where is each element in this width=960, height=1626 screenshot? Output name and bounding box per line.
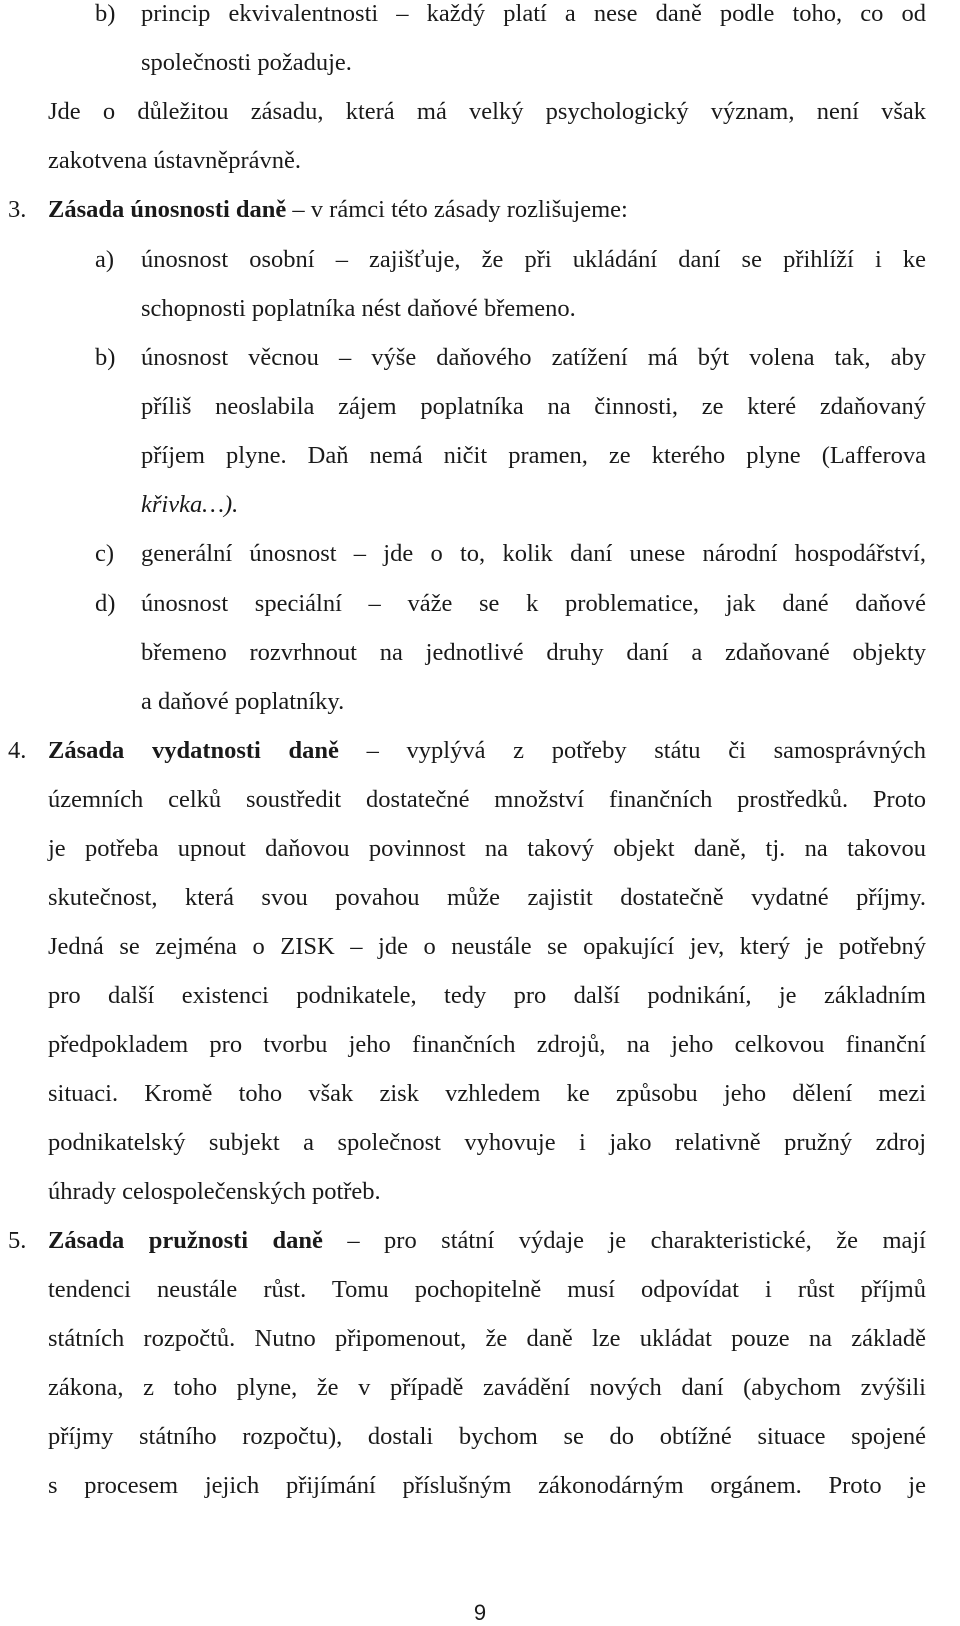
text-line: je potřeba upnout daňovou povinnost na takový objekt daně, tj. na takovou [48,835,926,862]
list-number: 5. [8,1227,27,1254]
list-marker: c) [95,540,115,567]
text-line: zákona, z toho plyne, že v případě zavádění nových daní (abychom zvýšili [48,1374,926,1401]
text-line: generální únosnost – jde o to, kolik daní unese národní hospodářství, [141,540,926,567]
text-line: s procesem jejich přijímání příslušným zákonodárným orgánem. Proto je [48,1472,926,1499]
section-heading: Zásada pružnosti daně [48,1227,323,1254]
text-line: příjem plyne. Daň nemá ničit pramen, ze kterého plyne (Lafferova [141,442,926,469]
text-line [141,493,238,518]
text-line: Jedná se zejména o ZISK – jde o neustále se opakující jev, který je potřebný [48,933,926,960]
text-line: únosnost osobní – zajišťuje, že při ukládání daní se přihlíží i ke [141,246,926,273]
list-number: 3. [8,196,27,223]
list-marker: a) [95,246,115,273]
section-heading-line [48,198,628,223]
text-line: únosnost věcnou – výše daňového zatížení má být volena tak, aby [141,344,926,371]
text-line: územních celků soustředit dostatečné množství finančních prostředků. Proto [48,786,926,813]
section-heading: Zásada únosnosti daně [48,196,287,223]
text-line: a daňové poplatníky. [141,688,345,715]
text-line: schopnosti poplatníka nést daňové břemeno. [141,295,576,322]
text-line: situaci. Kromě toho však zisk vzhledem ke způsobu jeho dělení mezi [48,1080,926,1107]
text-line: zakotvena ústavněprávně. [48,147,302,174]
italic-text: křivka…). [141,491,239,518]
list-marker: d) [95,590,116,617]
text-line: úhrady celospolečenských potřeb. [48,1178,381,1205]
list-marker: b) [95,0,116,27]
text-line: Jde o důležitou zásadu, která má velký psychologický význam, není však [48,98,926,125]
text-line: společnosti požaduje. [141,49,352,76]
section-heading-line [48,1229,926,1254]
text-line: – v rámci této zásady rozlišujeme: [292,196,628,223]
section-heading-line [48,739,926,764]
text-line: – pro státní výdaje je charakteristické, že mají [347,1227,926,1254]
text-line: příliš neoslabila zájem poplatníka na činnosti, ze které zdaňovaný [141,393,926,420]
text-line: podnikatelský subjekt a společnost vyhovuje i jako relativně pružný zdroj [48,1129,926,1156]
list-marker: b) [95,344,116,371]
page-number: 9 [473,1600,487,1625]
section-heading: Zásada vydatnosti daně [48,737,339,764]
text-line: – vyplývá z potřeby státu či samosprávných [366,737,926,764]
text-line: státních rozpočtů. Nutno připomenout, že daně lze ukládat pouze na základě [48,1325,926,1352]
text-line: princip ekvivalentnosti – každý platí a nese daně podle toho, co od [141,0,926,27]
text-line: břemeno rozvrhnout na jednotlivé druhy daní a zdaňované objekty [141,639,926,666]
text-line: pro další existenci podnikatele, tedy pro další podnikání, je základním [48,982,926,1009]
text-line: skutečnost, která svou povahou může zajistit dostatečně vydatné příjmy. [48,884,926,911]
text-line: předpokladem pro tvorbu jeho finančních zdrojů, na jeho celkovou finanční [48,1031,926,1058]
text-line: únosnost speciální – váže se k problematice, jak dané daňové [141,590,926,617]
text-line: příjmy státního rozpočtu), dostali bychom se do obtížné situace spojené [48,1423,926,1450]
list-number: 4. [8,737,27,764]
text-line: tendenci neustále růst. Tomu pochopitelně musí odpovídat i růst příjmů [48,1276,926,1303]
